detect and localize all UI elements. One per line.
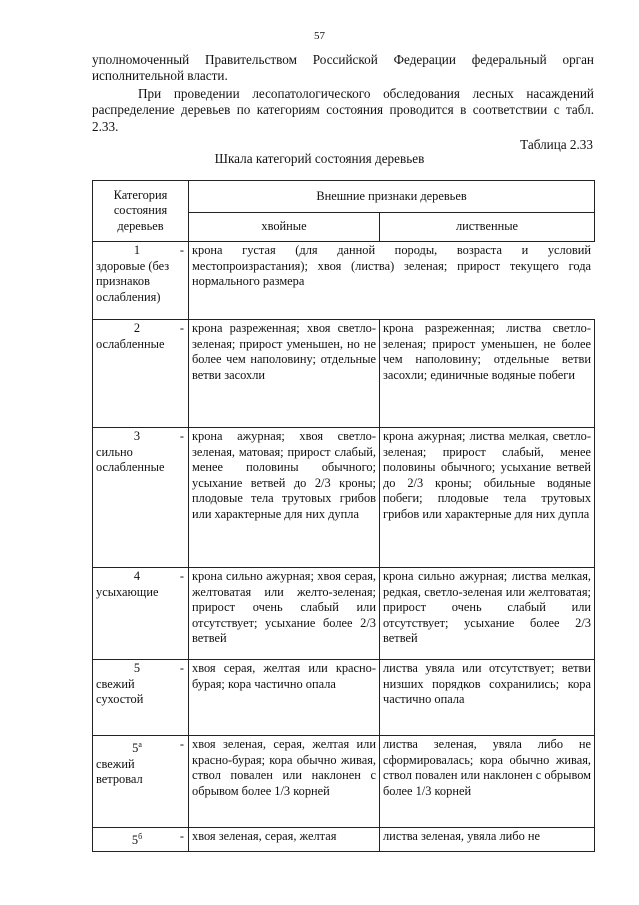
category-name: ослабленные bbox=[96, 336, 165, 351]
category-dash: - bbox=[179, 569, 184, 583]
category-cell bbox=[93, 828, 189, 852]
category-dash: - bbox=[179, 429, 184, 443]
category-name: свежий сухостой bbox=[96, 676, 144, 707]
page-number: 57 bbox=[314, 30, 325, 42]
header-signs: Внешние признаки деревьев bbox=[189, 181, 595, 213]
category-name: здоровые (без признаков ослабления) bbox=[96, 258, 170, 304]
table-row bbox=[93, 736, 595, 828]
header-deciduous: лиственные bbox=[380, 213, 595, 242]
conifer-cell: хвоя серая, желтая или красно-бурая; кора частично опала bbox=[189, 660, 380, 736]
category-cell bbox=[93, 320, 189, 428]
deciduous-cell: крона разреженная; листва светло-зеленая; прирост уменьшен, не более чем наполовину; отдельные ветви засохли; единичные водяные побеги bbox=[380, 320, 595, 428]
category-name: усыхающие bbox=[96, 584, 159, 599]
category-dash: - bbox=[179, 243, 184, 257]
table-row bbox=[93, 828, 595, 852]
category-cell bbox=[93, 660, 189, 736]
conifer-cell: хвоя зеленая, серая, желтая или красно-бурая; кора обычно живая, ствол повален или наклонен с обрывом более 1/3 корней bbox=[189, 736, 380, 828]
conifer-cell: хвоя зеленая, серая, желтая bbox=[189, 828, 380, 852]
category-cell bbox=[93, 568, 189, 660]
paragraph-1: уполномоченный Правительством Российской Федерации федеральный орган исполнительной власти. bbox=[92, 52, 594, 84]
category-number: $5^б$ bbox=[131, 832, 143, 848]
category-cell bbox=[93, 736, 189, 828]
deciduous-cell: листва зеленая, увяла либо не сформировалась; кора обычно живая, ствол повален или наклонен с обрывом более 1/3 корней bbox=[380, 736, 595, 828]
category-dash: - bbox=[179, 829, 184, 843]
table-title: Шкала категорий состояния деревьев bbox=[214, 151, 425, 166]
header-category: Категория состояния деревьев bbox=[93, 181, 189, 242]
table-row bbox=[93, 428, 595, 568]
category-cell bbox=[93, 428, 189, 568]
conifer-cell: крона сильно ажурная; хвоя серая, желтоватая или желто-зеленая; прирост очень слабый или отсутствует; усыхание более 2/3 ветвей bbox=[189, 568, 380, 660]
paragraph-2: При проведении лесопатологического обследования лесных насаждений распределение деревьев по категориям состояния проводится в соответствии с табл. 2.33. bbox=[92, 86, 594, 134]
category-number: 2 bbox=[133, 321, 141, 335]
deciduous-cell: крона ажурная; листва мелкая, светло-зеленая; прирост слабый, менее половины обычного; усыхание ветвей до 2/3 кроны; обильные водяные побеги; плодовые тела трутовых грибов или характерные для них дупла bbox=[380, 428, 595, 568]
category-number: 5 bbox=[133, 661, 141, 675]
table-row bbox=[93, 320, 595, 428]
category-number: 1 bbox=[133, 243, 141, 257]
category-dash: - bbox=[179, 737, 184, 751]
category-name: свежий ветровал bbox=[96, 756, 143, 787]
category-number: $5^а$ bbox=[132, 740, 142, 756]
category-number: 3 bbox=[133, 429, 141, 443]
category-dash: - bbox=[179, 661, 184, 675]
deciduous-cell: листва зеленая, увяла либо не bbox=[380, 828, 595, 852]
signs-cell-shared: крона густая (для данной породы, возраста и условий местопроизрастания); хвоя (листва) зеленая; прирост текущего года нормального размера bbox=[189, 242, 595, 320]
conifer-cell: крона ажурная; хвоя светло-зеленая, матовая; прирост слабый, менее половины обычного; усыхание ветвей до 2/3 кроны; плодовые тела трутовых грибов или характерные для них дупла bbox=[189, 428, 380, 568]
category-number: 4 bbox=[133, 569, 141, 583]
category-name: сильно ослабленные bbox=[96, 444, 165, 475]
table-number: Таблица 2.33 bbox=[520, 137, 593, 152]
table-row bbox=[93, 242, 595, 320]
category-dash: - bbox=[179, 321, 184, 335]
header-conifer: хвойные bbox=[189, 213, 380, 242]
deciduous-cell: крона сильно ажурная; листва мелкая, редкая, светло-зеленая или желтоватая; прирост очень слабый или отсутствует; усыхание более 2/3 ветвей bbox=[380, 568, 595, 660]
deciduous-cell: листва увяла или отсутствует; ветви низших порядков сохранились; кора частично опала bbox=[380, 660, 595, 736]
table-row bbox=[93, 568, 595, 660]
category-cell bbox=[93, 242, 189, 320]
table-row bbox=[93, 660, 595, 736]
conifer-cell: крона разреженная; хвоя светло-зеленая; прирост уменьшен, но не более чем наполовину; отдельные ветви засохли bbox=[189, 320, 380, 428]
tree-condition-table bbox=[92, 180, 595, 852]
